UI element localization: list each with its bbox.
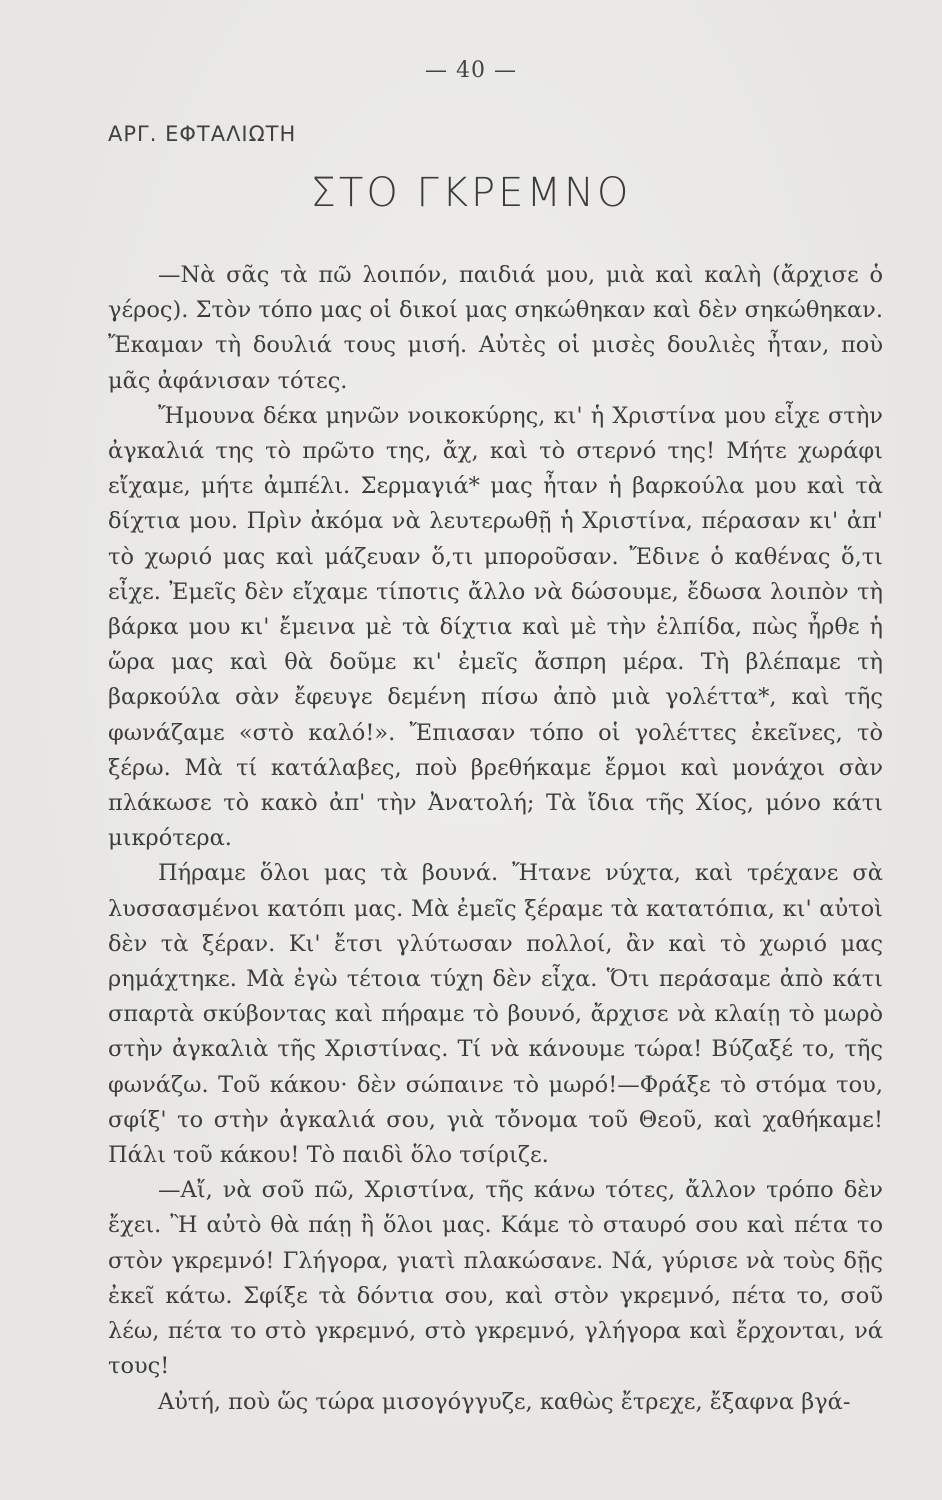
author-name: ΑΡΓ. ΕΦΤΑΛΙΩΤΗ xyxy=(108,122,297,146)
page-number: — 40 — xyxy=(425,58,517,83)
paragraph: Πήραμε ὅλοι μας τὰ βουνά. Ἤτανε νύχτα, καὶ τρέχανε σὰ λυσσασμένοι κατόπι μας. Μὰ ἐμεῖς ξέραμε τὰ κατατόπια, κι' αὐτοὶ δὲν τὰ ξέραν. Κι' ἔτσι γλύτωσαν πολλοί, ἂν καὶ τὸ χωριό μας ρημάχτηκε. Μὰ ἐγὼ τέτοια τύχη δὲν εἶχα. Ὅτι περάσαμε ἀπὸ κάτι σπαρτὰ σκύβοντας καὶ πήραμε τὸ βουνό, ἄρχισε νὰ κλαίῃ τὸ μωρὸ στὴν ἀγκαλιὰ τῆς Χριστίνας. Τί νὰ κάνουμε τώρα! Βύζαξέ το, τῆς φωνάζω. Τοῦ κάκου· δὲν σώπαινε τὸ μωρό!—Φράξε τὸ στόμα του, σφίξ' το στὴν ἀγκαλιά σου, γιὰ τὄνομα τοῦ Θεοῦ, καὶ χαθήκαμε! Πάλι τοῦ κάκου! Τὸ παιδὶ ὅλο τσίριζε. xyxy=(108,860,883,1169)
paragraph: —Αἴ, νὰ σοῦ πῶ, Χριστίνα, τῆς κάνω τότες, ἄλλον τρόπο δὲν ἔχει. Ἢ αὐτὸ θὰ πάῃ ἢ ὅλοι μας. Κάμε τὸ σταυρό σου καὶ πέτα το στὸν γκρεμνό! Γλήγορα, γιατὶ πλακώσανε. Νά, γύρισε νὰ τοὺς δῇς ἐκεῖ κάτω. Σφίξε τὰ δόντια σου, καὶ στὸν γκρεμνό, πέτα το, σοῦ λέω, πέτα το στὸ γκρεμνό, στὸ γκρεμνό, γλήγορα καὶ ἔρχονται, νά τους! xyxy=(108,1177,883,1380)
paragraph: —Νὰ σᾶς τὰ πῶ λοιπόν, παιδιά μου, μιὰ καὶ καλὴ (ἄρχισε ὁ γέρος). Στὸν τόπο μας οἱ δικοί μας σηκώθηκαν καὶ δὲν σηκώθηκαν. Ἔκαμαν τὴ δουλιά τους μισή. Αὐτὲς οἱ μισὲς δουλιὲς ἦταν, ποὺ μᾶς ἀφάνισαν τότες. xyxy=(108,262,883,394)
body-text xyxy=(108,258,883,1420)
paragraph: Ἤμουνα δέκα μηνῶν νοικοκύρης, κι' ἡ Χριστίνα μου εἶχε στὴν ἀγκαλιά της τὸ πρῶτο της, ἄχ, καὶ τὸ στερνό της! Μήτε χωράφι εἴχαμε, μήτε ἀμπέλι. Σερμαγιά* μας ἦταν ἡ βαρκούλα μου καὶ τὰ δίχτια μου. Πρὶν ἀκόμα νὰ λευτερωθῇ ἡ Χριστίνα, πέρασαν κι' ἀπ' τὸ χωριό μας καὶ μάζευαν ὅ,τι μποροῦσαν. Ἔδινε ὁ καθένας ὅ,τι εἶχε. Ἐμεῖς δὲν εἴχαμε τίποτις ἄλλο νὰ δώσουμε, ἔδωσα λοιπὸν τὴ βάρκα μου κι' ἔμεινα μὲ τὰ δίχτια καὶ μὲ τὴν ἐλπίδα, πὼς ἦρθε ἡ ὥρα μας καὶ θὰ δοῦμε κι' ἐμεῖς ἄσπρη μέρα. Τὴ βλέπαμε τὴ βαρκούλα σὰν ἔφευγε δεμένη πίσω ἀπὸ μιὰ γολέττα*, καὶ τῆς φωνάζαμε «στὸ καλό!». Ἔπιασαν τόπο οἱ γολέττες ἐκεῖνες, τὸ ξέρω. Μὰ τί κατάλαβες, ποὺ βρεθήκαμε ἔρμοι καὶ μονάχοι σὰν πλάκωσε τὸ κακὸ ἀπ' τὴν Ἀνατολή; Τὰ ἴδια τῆς Χίος, μόνο κάτι μικρότερα. xyxy=(108,402,883,852)
story-title: ΣΤΟ ΓΚΡΕΜΝΟ xyxy=(310,170,632,216)
paragraph: Αὐτή, ποὺ ὥς τώρα μισογόγγυζε, καθὼς ἔτρεχε, ἔξαφνα βγά- xyxy=(158,1388,851,1415)
